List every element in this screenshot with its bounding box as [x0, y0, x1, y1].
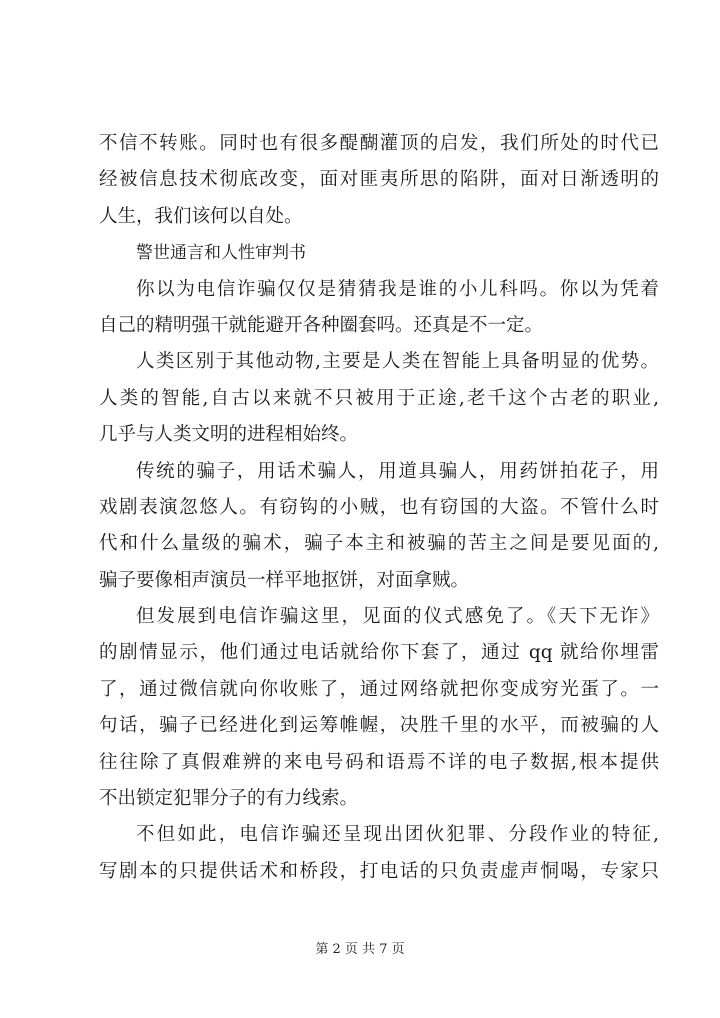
text-line: 几乎与人类文明的进程相始终。: [99, 424, 359, 446]
text-line: 你以为电信诈骗仅仅是猜猜我是谁的小儿科吗。你以为凭着: [136, 278, 659, 300]
text-line: 代和什么量级的骗术，骗子本主和被骗的苦主之间是要见面的,: [99, 533, 659, 555]
text-line: 不出锁定犯罪分子的有力线索。: [99, 788, 359, 810]
text-line: 自己的精明强干就能避开各种圈套吗。还真是不一定。: [99, 314, 544, 336]
document-body: [99, 126, 659, 890]
text-line: 人类区别于其他动物,主要是人类在智能上具备明显的优势。: [136, 351, 659, 373]
text-line: 传统的骗子，用话术骗人，用道具骗人，用药饼拍花子，用: [136, 460, 659, 482]
text-line: 骗子要像相声演员一样平地抠饼，对面拿贼。: [99, 569, 470, 591]
page-number-footer: 第 2 页 共 7 页: [315, 942, 405, 957]
text-line: 句话，骗子已经进化到运筹帷幄，决胜千里的水平，而被骗的人: [99, 715, 659, 737]
section-heading: 警世通言和人性审判书: [136, 243, 306, 264]
text-line: 人类的智能,自古以来就不只被用于正途,老千这个古老的职业,: [99, 387, 659, 409]
text-line: 的剧情显示，他们通过电话就给你下套了，通过 qq 就给你埋雷: [99, 642, 659, 664]
text-line: 写剧本的只提供话术和桥段，打电话的只负责虚声恫喝，专家只: [99, 860, 659, 882]
text-line: 往往除了真假难辨的来电号码和语焉不详的电子数据,根本提供: [99, 751, 659, 773]
text-line: 经被信息技术彻底改变，面对匪夷所思的陷阱，面对日渐透明的: [99, 169, 659, 191]
text-line: 了，通过微信就向你收账了，通过网络就把你变成穷光蛋了。一: [99, 678, 659, 700]
text-line: 不信不转账。同时也有很多醍醐灌顶的启发，我们所处的时代已: [99, 133, 659, 154]
text-line: 戏剧表演忽悠人。有窃钩的小贼，也有窃国的大盗。不管什么时: [99, 496, 659, 518]
text-line: 不但如此，电信诈骗还呈现出团伙犯罪、分段作业的特征,: [136, 824, 659, 846]
text-line: 但发展到电信诈骗这里，见面的仪式感免了。《天下无诈》: [136, 606, 659, 628]
text-line: 人生，我们该何以自处。: [99, 205, 303, 227]
